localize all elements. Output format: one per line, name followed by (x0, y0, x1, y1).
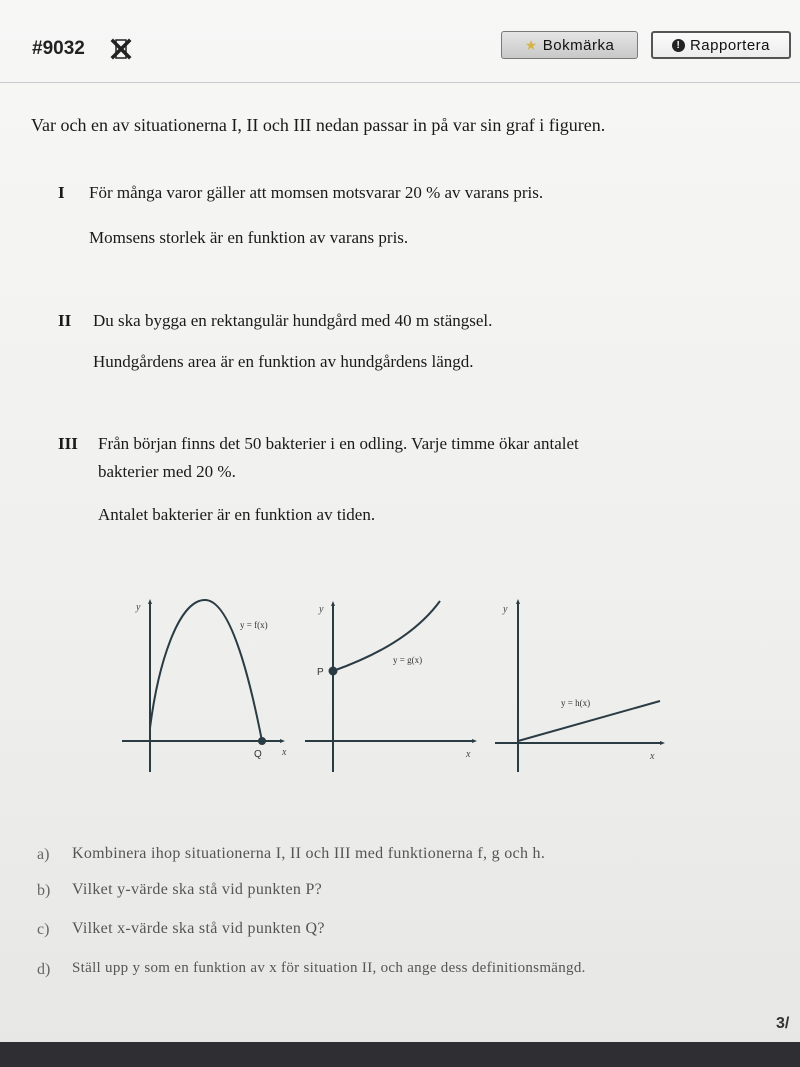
point-q-label: Q (254, 749, 262, 760)
situation-text: Momsens storlek är en funktion av varans pris. (89, 228, 409, 247)
situation-numeral: III (58, 434, 78, 453)
question-intro: Var och en av situationerna I, II och III nedan passar in på var sin graf i figuren. (31, 115, 606, 135)
situation-text: Du ska bygga en rektangulär hundgård med 40 m stängsel. (93, 311, 493, 330)
subquestion-text: Ställ upp y som en funktion av x för situation II, och ange dess definitionsmängd. (72, 960, 586, 976)
subquestion-label: b) (37, 882, 51, 899)
h-xlabel: x (650, 751, 655, 762)
graph-h (495, 599, 665, 772)
report-button[interactable] (651, 31, 791, 59)
g-label: y = g(x) (393, 655, 423, 665)
page-number: 3/ (776, 1015, 790, 1032)
situation-numeral: II (58, 311, 72, 330)
function-graphs (0, 590, 800, 780)
subquestion-label: a) (37, 846, 50, 863)
axis-arrows (331, 601, 477, 743)
h-label: y = h(x) (561, 698, 591, 708)
graph-g (305, 601, 477, 772)
taskbar (0, 1042, 800, 1067)
f-label: y = f(x) (240, 620, 268, 630)
subquestion-text: Vilket x-värde ska stå vid punkten Q? (72, 920, 325, 937)
close-icon[interactable] (110, 38, 132, 60)
info-icon: ! (672, 39, 685, 52)
point-p-label: P (317, 667, 324, 678)
situation-text: Hundgårdens area är en funktion av hundgårdens längd. (93, 352, 474, 371)
g-xlabel: x (466, 749, 471, 760)
point-p (330, 668, 337, 675)
bookmark-button[interactable] (501, 31, 638, 59)
g-curve (333, 601, 440, 671)
axis-arrows (516, 599, 665, 745)
question-id: #9032 (32, 38, 85, 59)
subquestion-text: Vilket y-värde ska stå vid punkten P? (72, 881, 323, 898)
situation-text: Från början finns det 50 bakterier i en odling. Varje timme ökar antalet (98, 434, 579, 453)
situation-numeral: I (58, 183, 65, 202)
bookmark-label: Bokmärka (542, 36, 615, 54)
g-ylabel: y (319, 604, 324, 615)
f-xlabel: x (282, 747, 287, 758)
h-ylabel: y (503, 604, 508, 615)
question-header (0, 0, 800, 83)
report-label: Rapportera (689, 36, 771, 54)
point-q (259, 738, 265, 744)
situation-text: För många varor gäller att momsen motsvarar 20 % av varans pris. (89, 183, 544, 202)
star-icon: ★ (524, 36, 538, 53)
f-ylabel: y (136, 602, 141, 613)
situation-text: bakterier med 20 %. (98, 462, 236, 481)
subquestion-text: Kombinera ihop situationerna I, II och III med funktionerna f, g och h. (72, 845, 546, 862)
subquestion-label: d) (37, 961, 51, 978)
subquestion-label: c) (37, 921, 50, 938)
situation-text: Antalet bakterier är en funktion av tiden. (98, 505, 376, 524)
